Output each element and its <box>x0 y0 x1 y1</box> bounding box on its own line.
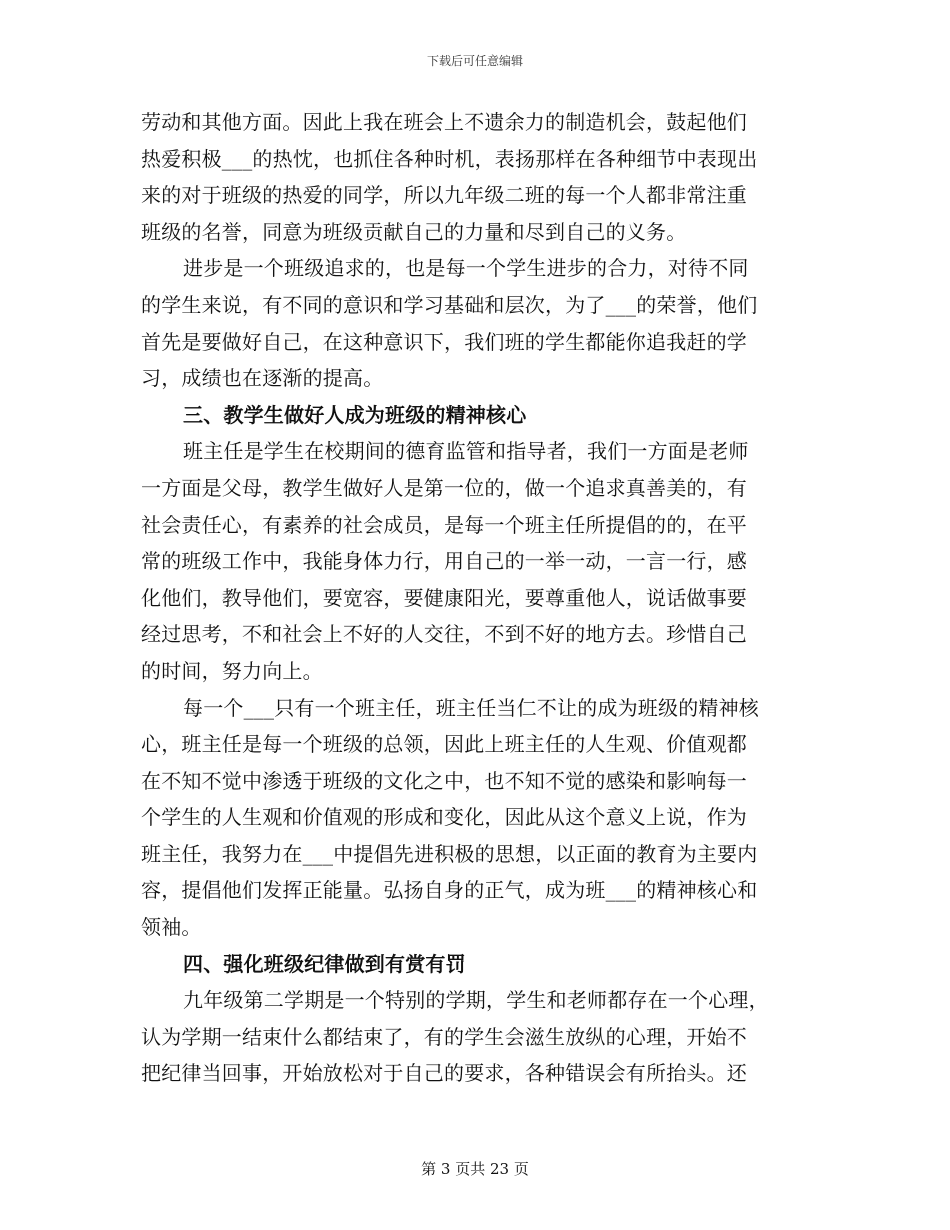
text-line: 把纪律当回事，开始放松对于自己的要求，各种错误会有所抬头。还 <box>141 1061 747 1086</box>
text-line: 化他们，教导他们，要宽容，要健康阳光，要尊重他人，说话做事要 <box>141 585 747 610</box>
page-header: 下载后可任意编辑 <box>426 54 523 68</box>
text-line: 班主任，我努力在___中提倡先进积极的思想，以正面的教育为主要内 <box>141 841 758 866</box>
text-line: 经过思考，不和社会上不好的人交往，不到不好的地方去。珍惜自己 <box>141 622 747 647</box>
paragraph-start-line: 九年级第二学期是一个特别的学期，学生和老师都存在一个心理， <box>183 988 769 1013</box>
text-line: 来的对于班级的热爱的同学，所以九年级二班的每一个人都非常注重 <box>141 183 747 208</box>
text-line: 领袖。 <box>141 915 202 940</box>
section-heading: 四、强化班级纪律做到有赏有罚 <box>183 951 466 976</box>
text-line: 常的班级工作中，我能身体力行，用自己的一举一动，一言一行，感 <box>141 549 747 574</box>
text-line: 劳动和其他方面。因此上我在班会上不遗余力的制造机会，鼓起他们 <box>141 110 747 134</box>
document-body <box>141 104 811 1092</box>
paragraph-start-line: 进步是一个班级追求的，也是每一个学生进步的合力，对待不同 <box>183 256 749 281</box>
text-line: 一方面是父母，教学生做好人是第一位的，做一个追求真善美的，有 <box>141 475 747 500</box>
section-heading: 三、教学生做好人成为班级的精神核心 <box>183 402 527 427</box>
text-line: 班级的名誉，同意为班级贡献自己的力量和尽到自己的义务。 <box>141 219 687 244</box>
text-line: 社会责任心，有素养的社会成员，是每一个班主任所提倡的的，在平 <box>141 512 747 537</box>
text-line: 热爱积极___的热忱，也抓住各种时机，表扬那样在各种细节中表现出 <box>141 146 758 171</box>
text-line: 首先是要做好自己，在这种意识下，我们班的学生都能你追我赶的学 <box>141 329 747 354</box>
text-line: 容，提倡他们发挥正能量。弘扬自身的正气，成为班___的精神核心和 <box>141 878 758 903</box>
text-line: 认为学期一结束什么都结束了，有的学生会滋生放纵的心理，开始不 <box>141 1024 747 1049</box>
paragraph-start-line: 班主任是学生在校期间的德育监管和指导者，我们一方面是老师 <box>183 439 749 464</box>
text-line: 在不知不觉中渗透于班级的文化之中，也不知不觉的感染和影响每一 <box>141 768 747 793</box>
text-line: 习，成绩也在逐渐的提高。 <box>141 366 384 391</box>
paragraph-start-line: 每一个___只有一个班主任，班主任当仁不让的成为班级的精神核 <box>183 695 759 720</box>
page-footer: 第 3 页共 23 页 <box>421 1160 529 1178</box>
text-line: 的学生来说，有不同的意识和学习基础和层次，为了___的荣誉，他们 <box>141 292 758 317</box>
text-line: 心，班主任是每一个班级的总领，因此上班主任的人生观、价值观都 <box>141 732 747 757</box>
text-line: 个学生的人生观和价值观的形成和变化，因此从这个意义上说，作为 <box>141 805 747 830</box>
text-line: 的时间，努力向上。 <box>141 658 323 683</box>
